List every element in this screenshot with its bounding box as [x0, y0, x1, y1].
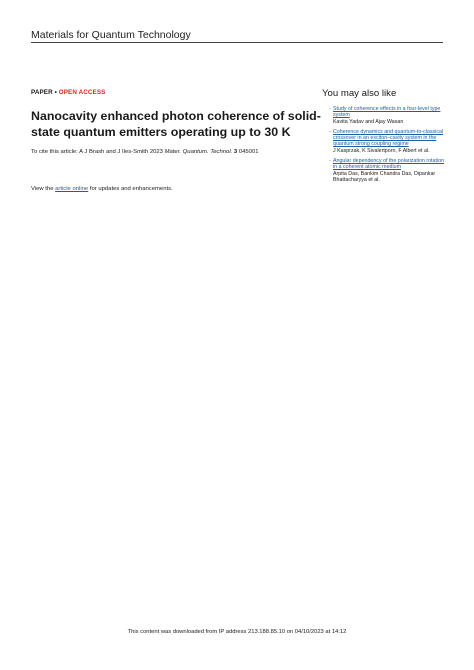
related-article-item [329, 128, 447, 154]
journal-name: Materials for Quantum Technology [31, 29, 191, 41]
journal-header [31, 28, 443, 42]
related-article-authors: Kavita Yadav and Ajay Wasan [333, 118, 404, 125]
citation-prefix: To cite this article: A J Brash and J Iles-Smith 2023 [31, 149, 165, 155]
download-info-footer: This content was downloaded from IP address 213.188.85.10 on 04/10/2023 at 14:12 [127, 629, 347, 635]
article-title: Nanocavity enhanced photon coherence of solid-state quantum emitters operating up to 30 K [31, 109, 321, 139]
list-bullet: - [329, 106, 331, 112]
citation-volume: 3 [233, 149, 238, 155]
header-divider [31, 42, 443, 43]
list-bullet: - [329, 158, 331, 165]
related-article-authors: J Kasprzak, K Sivalertporn, F Albert et al. [333, 147, 430, 154]
label-separator: • [52, 89, 59, 96]
related-article-link[interactable]: Study of coherence effects in a four-level type system [333, 106, 441, 119]
related-articles-sidebar [322, 88, 447, 187]
paper-type: PAPER [31, 89, 53, 96]
sidebar-title: You may also like [322, 88, 397, 99]
related-article-authors: Arpita Das, Bankim Chandra Das, Dipankar Bhattacharyya et al. [333, 170, 436, 183]
view-online-suffix: for updates and enhancements. [88, 186, 173, 192]
related-articles-list [322, 106, 447, 183]
related-article-item [329, 158, 447, 183]
open-access-badge: OPEN ACCESS [58, 89, 106, 96]
view-online-prefix: View the [31, 186, 56, 192]
list-bullet: - [329, 128, 331, 135]
related-article-link[interactable]: Coherence dynamics and quantum-to-classical crossover in an exciton–cavity system in the quantum strong coupling regime [333, 128, 444, 148]
citation-line [31, 148, 321, 156]
citation-journal: Mater. Quantum. Technol. [164, 149, 233, 155]
article-type-label [31, 88, 105, 97]
related-article-item [329, 106, 447, 125]
article-online-link[interactable]: article online [55, 186, 89, 192]
citation-article-number: 045001 [237, 149, 259, 155]
view-online-note [31, 185, 173, 193]
related-article-link[interactable]: Angular dependency of the polarization rotation in a coherent atomic medium [333, 158, 445, 171]
